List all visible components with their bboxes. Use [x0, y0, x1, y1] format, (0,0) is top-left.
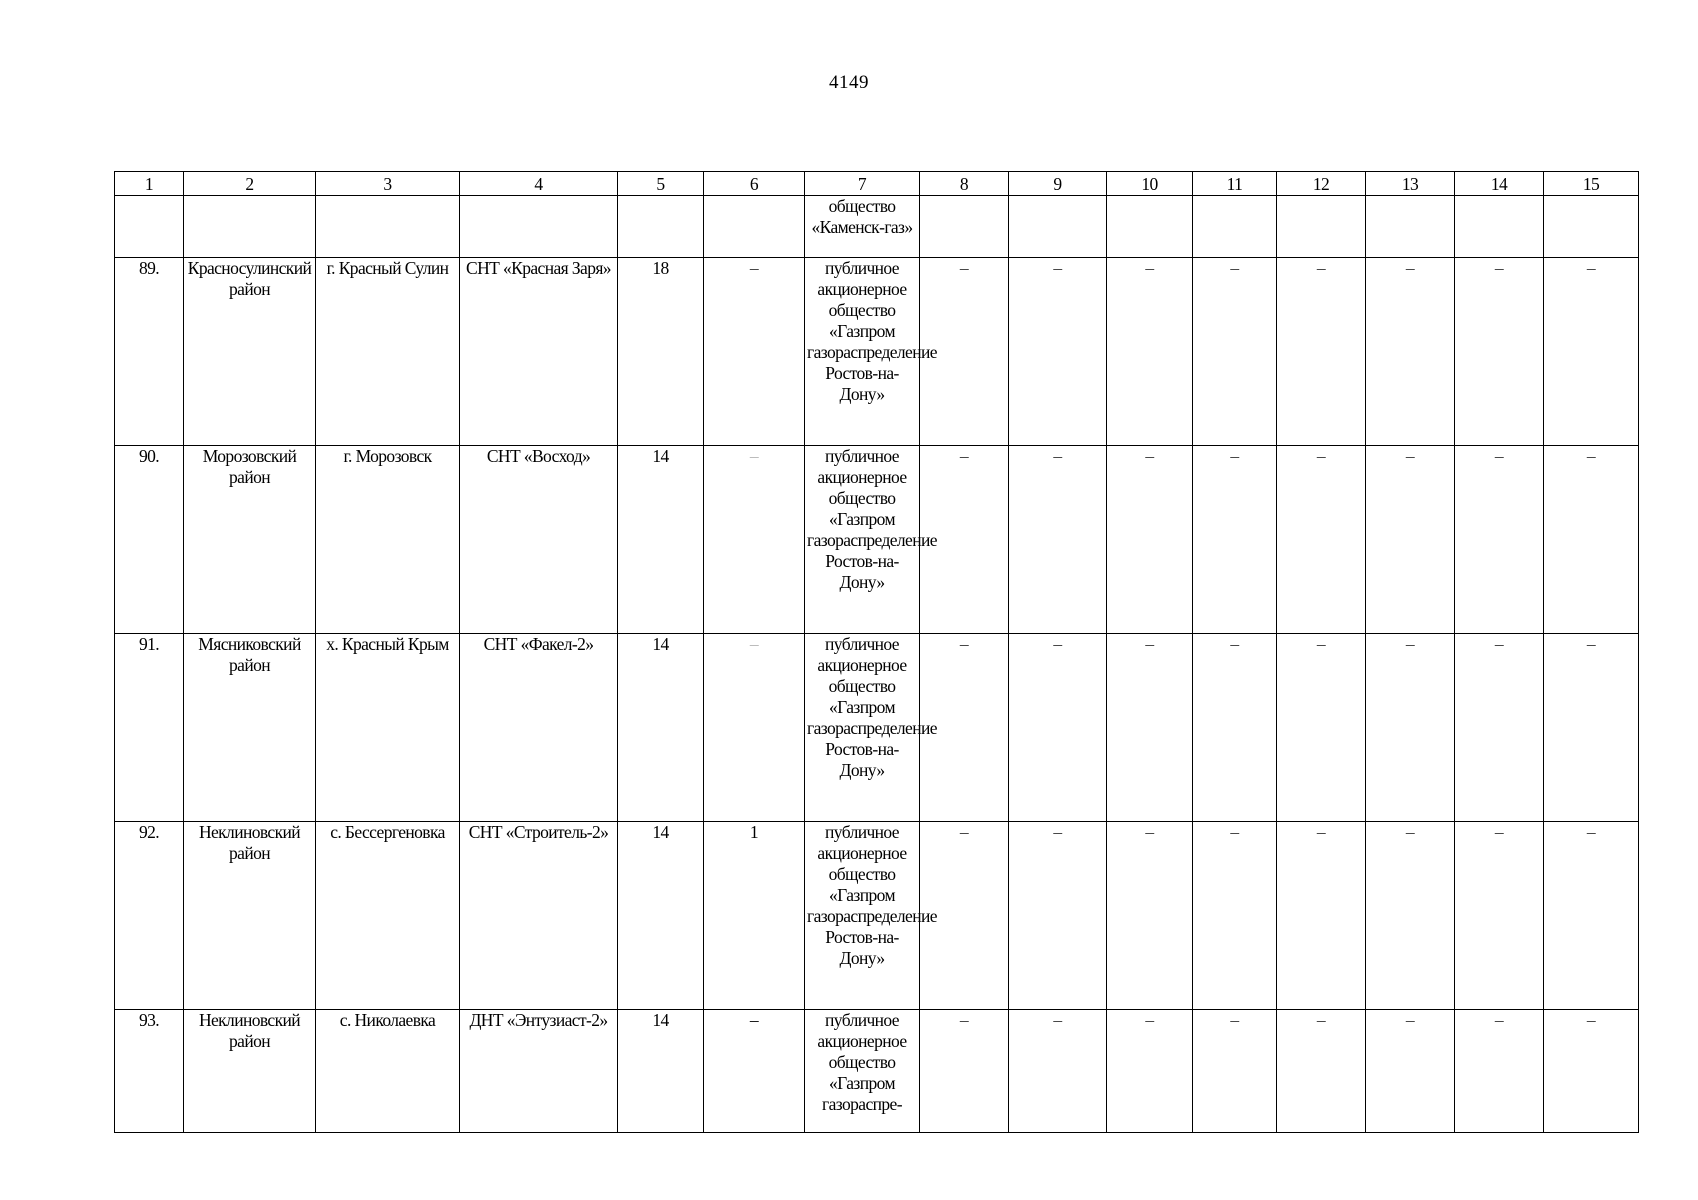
dash-cell: – — [1009, 634, 1107, 822]
dash-cell: – — [1107, 1010, 1193, 1133]
column-header: 2 — [184, 172, 316, 196]
district-cell: Неклиновский район — [184, 822, 316, 1010]
col5-cell: 14 — [618, 446, 704, 634]
operator-cell: публичное акционерное общество «Газпром газораспре- — [805, 1010, 920, 1133]
col6-cell: – — [704, 1010, 805, 1133]
dash-cell: – — [1009, 822, 1107, 1010]
dash-cell: – — [1455, 1010, 1544, 1133]
locality-cell: г. Красный Сулин — [316, 258, 460, 446]
dash-cell: – — [1009, 258, 1107, 446]
table-row — [115, 446, 1639, 634]
dash-cell: – — [1455, 822, 1544, 1010]
locality-cell: с. Николаевка — [316, 1010, 460, 1133]
table-cell — [1193, 196, 1277, 258]
table-row-continuation — [115, 196, 1639, 258]
col5-cell: 14 — [618, 822, 704, 1010]
district-cell: Неклиновский район — [184, 1010, 316, 1133]
table-cell — [1277, 196, 1366, 258]
partnership-cell: СНТ «Красная Заря» — [460, 258, 618, 446]
dash-cell: – — [1366, 1010, 1455, 1133]
col6-cell: – — [704, 258, 805, 446]
district-cell: Мясниковский район — [184, 634, 316, 822]
table-cell — [316, 196, 460, 258]
table-cell — [184, 196, 316, 258]
table-cell — [1455, 196, 1544, 258]
column-header: 14 — [1455, 172, 1544, 196]
dash-cell: – — [1366, 822, 1455, 1010]
dash-cell: – — [1366, 258, 1455, 446]
locality-cell: с. Бессергеновка — [316, 822, 460, 1010]
data-table — [114, 171, 1639, 1133]
operator-cell: публичное акционерное общество «Газпром газораспределение Ростов-на-Дону» — [805, 258, 920, 446]
dash-cell: – — [1277, 822, 1366, 1010]
row-number: 92. — [115, 822, 184, 1010]
col6-cell: – — [704, 634, 805, 822]
table-cell — [1366, 196, 1455, 258]
table-row — [115, 1010, 1639, 1133]
partnership-cell: СНТ «Восход» — [460, 446, 618, 634]
dash-cell: – — [1366, 634, 1455, 822]
table-cell — [1009, 196, 1107, 258]
operator-cell: общество «Каменск-газ» — [805, 196, 920, 258]
column-header: 15 — [1544, 172, 1639, 196]
dash-cell: – — [1544, 258, 1639, 446]
column-header: 8 — [920, 172, 1009, 196]
dash-cell: – — [1277, 446, 1366, 634]
operator-cell: публичное акционерное общество «Газпром газораспределение Ростов-на-Дону» — [805, 822, 920, 1010]
dash-cell: – — [1277, 634, 1366, 822]
locality-cell: х. Красный Крым — [316, 634, 460, 822]
dash-cell: – — [920, 1010, 1009, 1133]
column-header: 11 — [1193, 172, 1277, 196]
column-header: 13 — [1366, 172, 1455, 196]
dash-cell: – — [1193, 634, 1277, 822]
column-header: 7 — [805, 172, 920, 196]
col6-cell: – — [704, 446, 805, 634]
dash-cell: – — [920, 446, 1009, 634]
dash-cell: – — [1455, 446, 1544, 634]
column-header: 12 — [1277, 172, 1366, 196]
dash-cell: – — [1107, 634, 1193, 822]
column-header: 10 — [1107, 172, 1193, 196]
dash-cell: – — [1544, 446, 1639, 634]
dash-cell: – — [1455, 258, 1544, 446]
table-cell — [704, 196, 805, 258]
dash-cell: – — [920, 634, 1009, 822]
dash-cell: – — [1193, 1010, 1277, 1133]
row-number: 89. — [115, 258, 184, 446]
table-cell — [920, 196, 1009, 258]
dash-cell: – — [1009, 1010, 1107, 1133]
district-cell: Морозовский район — [184, 446, 316, 634]
col5-cell: 14 — [618, 634, 704, 822]
dash-cell: – — [1107, 258, 1193, 446]
column-header: 1 — [115, 172, 184, 196]
row-number: 91. — [115, 634, 184, 822]
col6-cell: 1 — [704, 822, 805, 1010]
column-header: 4 — [460, 172, 618, 196]
table-row — [115, 822, 1639, 1010]
table-row — [115, 258, 1639, 446]
column-header: 6 — [704, 172, 805, 196]
table-cell — [460, 196, 618, 258]
page-number: 4149 — [829, 72, 869, 93]
table-cell — [618, 196, 704, 258]
col5-cell: 18 — [618, 258, 704, 446]
column-number-header — [115, 172, 1639, 196]
operator-cell: публичное акционерное общество «Газпром газораспределение Ростов-на-Дону» — [805, 446, 920, 634]
col5-cell: 14 — [618, 1010, 704, 1133]
dash-cell: – — [1455, 634, 1544, 822]
column-header: 5 — [618, 172, 704, 196]
partnership-cell: СНТ «Строитель-2» — [460, 822, 618, 1010]
operator-cell: публичное акционерное общество «Газпром газораспределение Ростов-на-Дону» — [805, 634, 920, 822]
dash-cell: – — [1193, 258, 1277, 446]
column-header: 9 — [1009, 172, 1107, 196]
dash-cell: – — [1009, 446, 1107, 634]
dash-cell: – — [1544, 1010, 1639, 1133]
dash-cell: – — [1107, 822, 1193, 1010]
dash-cell: – — [1544, 822, 1639, 1010]
dash-cell: – — [920, 258, 1009, 446]
dash-cell: – — [1193, 822, 1277, 1010]
row-number: 90. — [115, 446, 184, 634]
dash-cell: – — [1366, 446, 1455, 634]
partnership-cell: ДНТ «Энтузиаст-2» — [460, 1010, 618, 1133]
dash-cell: – — [1277, 1010, 1366, 1133]
dash-cell: – — [1277, 258, 1366, 446]
district-cell: Красносулинский район — [184, 258, 316, 446]
table-cell — [115, 196, 184, 258]
dash-cell: – — [1107, 446, 1193, 634]
dash-cell: – — [1193, 446, 1277, 634]
table-row — [115, 634, 1639, 822]
dash-cell: – — [920, 822, 1009, 1010]
table-cell — [1107, 196, 1193, 258]
locality-cell: г. Морозовск — [316, 446, 460, 634]
partnership-cell: СНТ «Факел-2» — [460, 634, 618, 822]
table-cell — [1544, 196, 1639, 258]
row-number: 93. — [115, 1010, 184, 1133]
column-header: 3 — [316, 172, 460, 196]
dash-cell: – — [1544, 634, 1639, 822]
